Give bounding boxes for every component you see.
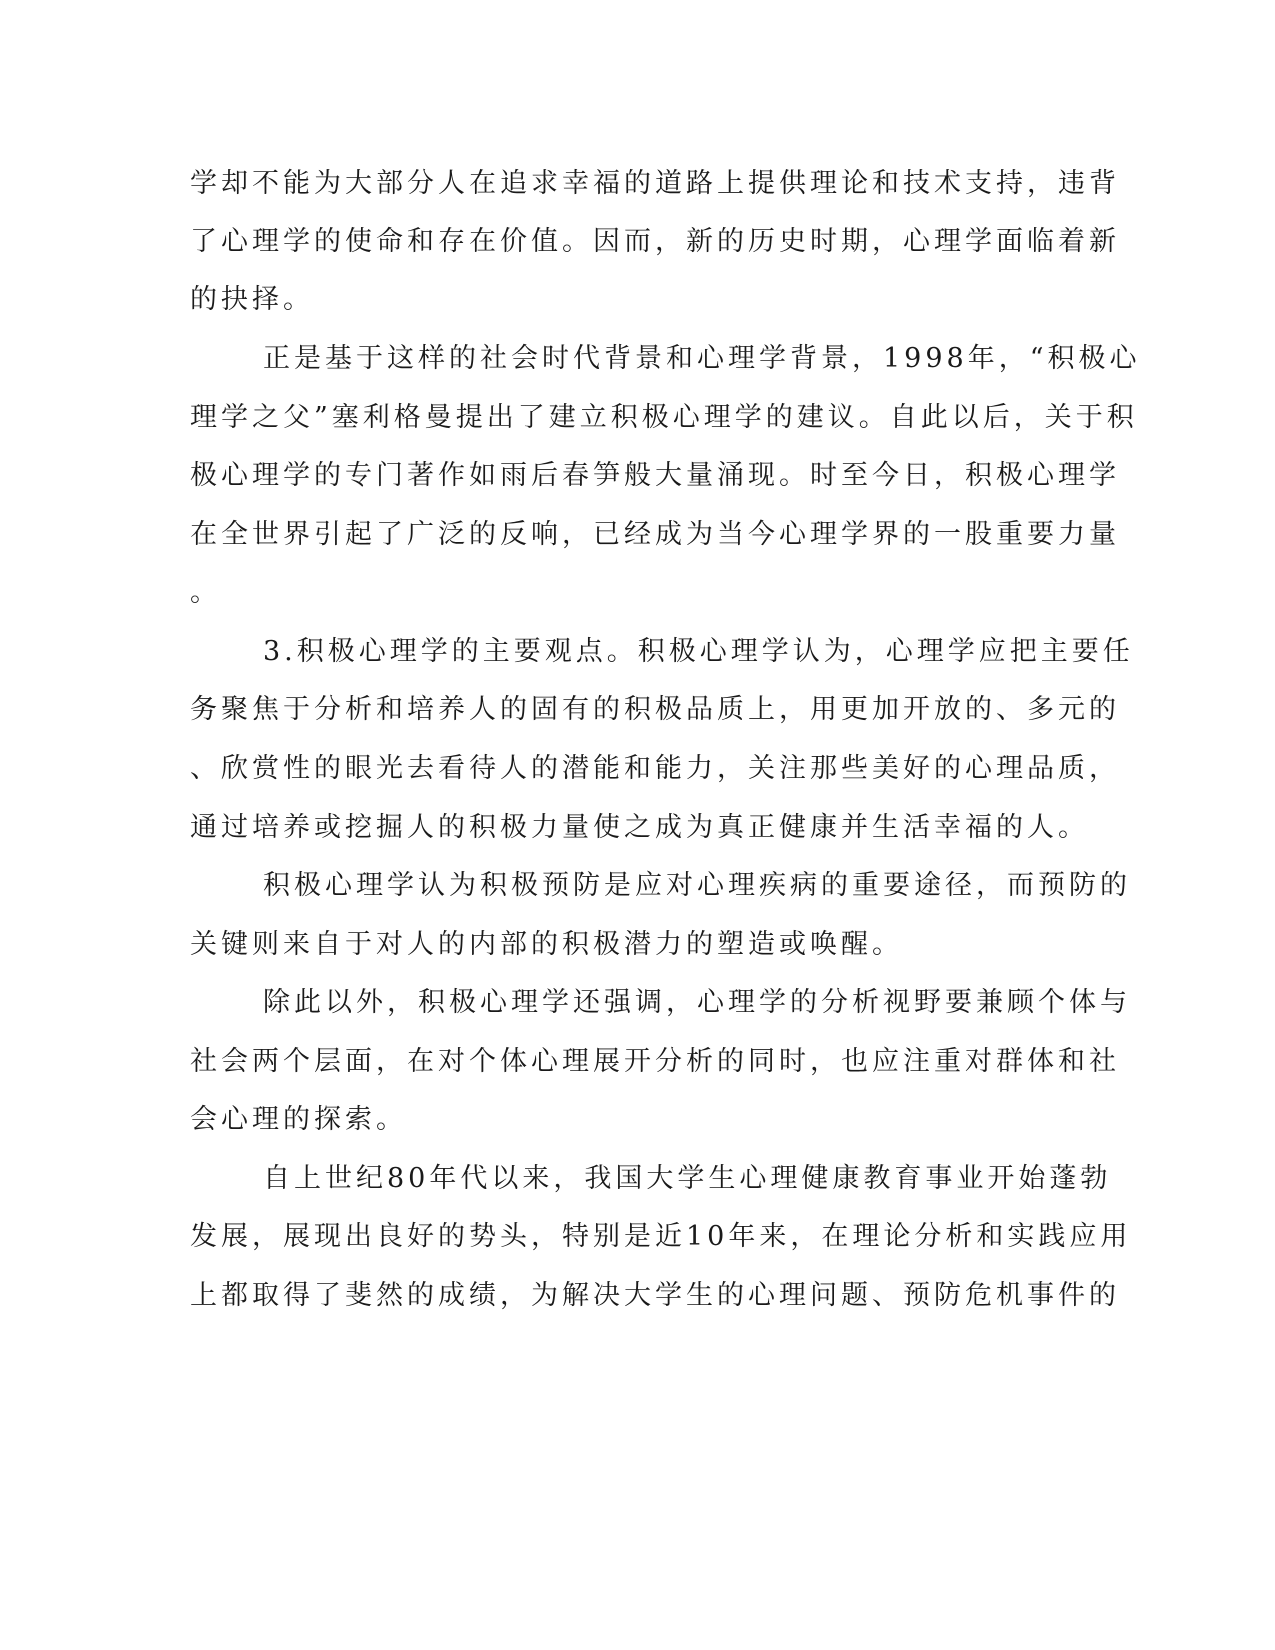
text-line: 发展，展现出良好的势头，特别是近10年来，在理论分析和实践应用 <box>190 1221 1132 1252</box>
text-line: 学却不能为大部分人在追求幸福的道路上提供理论和技术支持，违背 <box>190 168 1120 199</box>
text-line: 上都取得了斐然的成绩，为解决大学生的心理问题、预防危机事件的 <box>190 1280 1120 1311</box>
text-line: 自上世纪80年代以来，我国大学生心理健康教育事业开始蓬勃 <box>263 1163 1112 1194</box>
text-line: 的抉择。 <box>190 284 314 315</box>
text-line: 、欣赏性的眼光去看待人的潜能和能力，关注那些美好的心理品质， <box>190 753 1120 784</box>
text-line: 会心理的探索。 <box>190 1104 407 1135</box>
text-line: 在全世界引起了广泛的反响，已经成为当今心理学界的一股重要力量 <box>190 519 1120 550</box>
text-line: 极心理学的专门著作如雨后春笋般大量涌现。时至今日，积极心理学 <box>190 460 1120 491</box>
text-line: 除此以外，积极心理学还强调，心理学的分析视野要兼顾个体与 <box>263 987 1131 1018</box>
text-line: 3.积极心理学的主要观点。积极心理学认为，心理学应把主要任 <box>263 636 1134 667</box>
text-line: 务聚焦于分析和培养人的固有的积极品质上，用更加开放的、多元的 <box>190 694 1120 725</box>
text-line: 正是基于这样的社会时代背景和心理学背景，1998年，“积极心 <box>263 343 1141 374</box>
text-line: 了心理学的使命和存在价值。因而，新的历史时期，心理学面临着新 <box>190 226 1120 257</box>
text-line: 理学之父”塞利格曼提出了建立积极心理学的建议。自此以后，关于积 <box>190 402 1138 433</box>
text-line: 通过培养或挖掘人的积极力量使之成为真正健康并生活幸福的人。 <box>190 812 1089 843</box>
text-line: 积极心理学认为积极预防是应对心理疾病的重要途径，而预防的 <box>263 870 1131 901</box>
text-line: 关键则来自于对人的内部的积极潜力的塑造或唤醒。 <box>190 929 903 960</box>
text-line: 。 <box>190 577 221 608</box>
text-line: 社会两个层面，在对个体心理展开分析的同时，也应注重对群体和社 <box>190 1046 1120 1077</box>
